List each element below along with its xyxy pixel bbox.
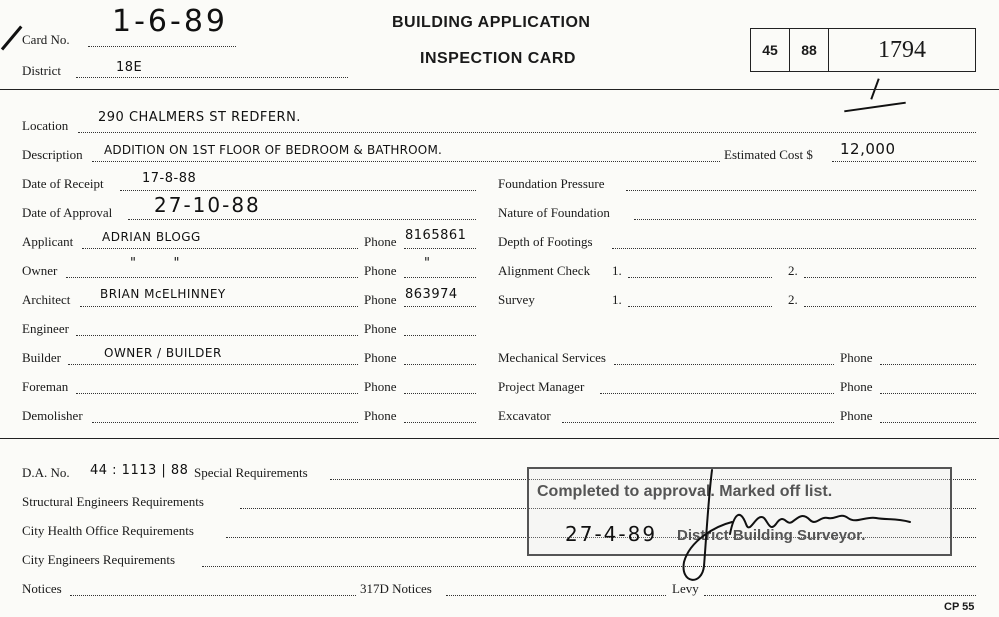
description-line: [92, 161, 720, 162]
architect-value: BRIAN McELHINNEY: [100, 287, 226, 301]
levy-label: Levy: [672, 581, 699, 596]
date-of-receipt-line: [120, 190, 476, 191]
stamp-surveyor-text: District Building Surveyor.: [677, 527, 866, 544]
survey-label: Survey: [498, 292, 535, 307]
notices-label: Notices: [22, 581, 62, 596]
foreman-label: Foreman: [22, 379, 69, 394]
description-value: ADDITION ON 1ST FLOOR OF BEDROOM & BATHROOM.: [104, 143, 443, 157]
architect-line: [80, 306, 358, 307]
corner-mark: [1, 26, 23, 51]
mechanical-services-line: [614, 364, 834, 365]
health-requirements-label: City Health Office Requirements: [22, 523, 194, 538]
owner-line: [66, 277, 358, 278]
district-value: 18E: [116, 60, 143, 75]
card-no-line: [88, 46, 236, 47]
owner-phone-line: [404, 277, 476, 278]
excavator-phone-label: Phone: [840, 408, 873, 423]
project-manager-line: [600, 393, 834, 394]
header-divider: [0, 89, 999, 90]
builder-phone-line: [404, 364, 476, 365]
foreman-phone-label: Phone: [364, 379, 397, 394]
alignment-check-1: 1.: [612, 263, 622, 278]
number-cell-main: 1794: [878, 36, 926, 63]
survey-2-line: [804, 306, 976, 307]
demolisher-phone-line: [404, 422, 476, 423]
depth-of-footings-line: [612, 248, 976, 249]
surveyor-signature: [660, 462, 920, 592]
engineer-phone-label: Phone: [364, 321, 397, 336]
special-requirements-label: Special Requirements: [194, 465, 308, 480]
owner-phone-value: ": [424, 256, 431, 271]
engineer-line: [76, 335, 358, 336]
middle-divider: [0, 438, 999, 439]
owner-value: " ": [130, 256, 181, 271]
date-of-approval-value: 27-10-88: [154, 193, 261, 217]
project-manager-label: Project Manager: [498, 379, 585, 394]
title-building-application: BUILDING APPLICATION: [392, 14, 591, 31]
applicant-value: ADRIAN BLOGG: [102, 230, 201, 244]
mechanical-phone-line: [880, 364, 976, 365]
da-no-value: 44 : 1113 | 88: [90, 463, 189, 478]
location-label: Location: [22, 118, 69, 133]
date-of-approval-line: [128, 219, 476, 220]
survey-1: 1.: [612, 292, 622, 307]
applicant-label: Applicant: [22, 234, 74, 249]
date-of-receipt-label: Date of Receipt: [22, 176, 104, 191]
estimated-cost-value: 12,000: [840, 140, 896, 158]
demolisher-phone-label: Phone: [364, 408, 397, 423]
district-line: [76, 77, 348, 78]
builder-value: OWNER / BUILDER: [104, 346, 222, 360]
survey-1-line: [628, 306, 772, 307]
stamp-completed-text: Completed to approval. Marked off list.: [537, 483, 833, 500]
structural-requirements-label: Structural Engineers Requirements: [22, 494, 204, 509]
levy-line: [704, 595, 976, 596]
builder-line: [68, 364, 358, 365]
project-manager-phone-label: Phone: [840, 379, 873, 394]
estimated-cost-label: Estimated Cost $: [724, 147, 813, 162]
mechanical-services-label: Mechanical Services: [498, 350, 606, 365]
form-code: CP 55: [944, 601, 975, 613]
applicant-phone-line: [404, 248, 476, 249]
applicant-phone-value: 8165861: [405, 228, 467, 243]
architect-phone-label: Phone: [364, 292, 397, 307]
foreman-line: [76, 393, 358, 394]
description-label: Description: [22, 147, 83, 162]
excavator-label: Excavator: [498, 408, 551, 423]
estimated-cost-line: [832, 161, 976, 162]
card-number-box: [750, 28, 976, 72]
card-no-label: Card No.: [22, 32, 70, 47]
city-engineers-requirements-label: City Engineers Requirements: [22, 552, 176, 567]
date-of-approval-label: Date of Approval: [22, 205, 113, 220]
survey-2: 2.: [788, 292, 798, 307]
notices-317d-line: [446, 595, 666, 596]
card-no-value: 1-6-89: [112, 4, 228, 39]
notices-line: [70, 595, 356, 596]
date-of-receipt-value: 17-8-88: [142, 171, 197, 186]
architect-label: Architect: [22, 292, 71, 307]
architect-phone-value: 863974: [405, 287, 458, 302]
foundation-pressure-line: [626, 190, 976, 191]
title-inspection-card: INSPECTION CARD: [420, 50, 576, 67]
nature-of-foundation-line: [634, 219, 976, 220]
pen-stroke: [844, 102, 906, 113]
engineer-label: Engineer: [22, 321, 69, 336]
number-cell-2: 88: [790, 29, 829, 71]
owner-phone-label: Phone: [364, 263, 397, 278]
architect-phone-line: [404, 306, 476, 307]
engineer-phone-line: [404, 335, 476, 336]
foundation-pressure-label: Foundation Pressure: [498, 176, 605, 191]
demolisher-label: Demolisher: [22, 408, 83, 423]
mechanical-phone-label: Phone: [840, 350, 873, 365]
alignment-check-label: Alignment Check: [498, 263, 591, 278]
alignment-check-2-line: [804, 277, 976, 278]
depth-of-footings-label: Depth of Footings: [498, 234, 593, 249]
applicant-phone-label: Phone: [364, 234, 397, 249]
excavator-phone-line: [880, 422, 976, 423]
excavator-line: [562, 422, 834, 423]
alignment-check-1-line: [628, 277, 772, 278]
stamp-date: 27-4-89: [565, 522, 658, 546]
nature-of-foundation-label: Nature of Foundation: [498, 205, 610, 220]
location-line: [78, 132, 976, 133]
demolisher-line: [92, 422, 358, 423]
foreman-phone-line: [404, 393, 476, 394]
alignment-check-2: 2.: [788, 263, 798, 278]
number-cell-1: 45: [751, 29, 790, 71]
owner-label: Owner: [22, 263, 58, 278]
da-no-label: D.A. No.: [22, 465, 70, 480]
notices-317d-label: 317D Notices: [360, 581, 432, 596]
builder-phone-label: Phone: [364, 350, 397, 365]
location-value: 290 CHALMERS ST REDFERN.: [98, 110, 301, 125]
district-label: District: [22, 63, 61, 78]
applicant-line: [82, 248, 358, 249]
builder-label: Builder: [22, 350, 61, 365]
project-manager-phone-line: [880, 393, 976, 394]
